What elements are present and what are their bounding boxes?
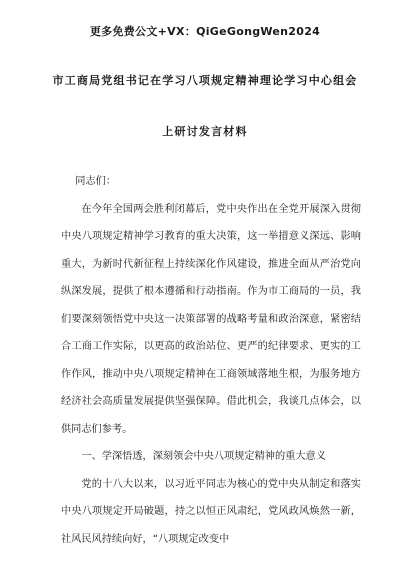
document-body xyxy=(61,168,361,553)
paragraph-section-1: 党的十八大以来，以习近平同志为核心的党中央从制定和落实中央八项规定开局破题，持之以恒正风肃纪，党风政风焕然一新，社风民风持续向好，“八项规定改变中 xyxy=(61,478,361,545)
greeting: 同志们： xyxy=(75,176,117,187)
paragraph-intro: 在今年全国两会胜利闭幕后，党中央作出在全党开展深入贯彻中央八项规定精神学习教育的重大决策，这一举措意义深远、影响重大，为新时代新征程上持续深化作风建设，推进全面从严治党向纵深发展，提供了根本遵循和行动指南。作为市工商局的一员，我们要深刻领悟党中央这一决策部署的战略考量和政治深意，紧密结合工商工作实际，以更高的政治站位、更严的纪律要求、更实的工作作风，推动中央八项规定精神在工商领域落地生根，为服务地方经济社会高质量发展提供坚强保障。借此机会，我谈几点体会，以供同志们参考。 xyxy=(61,203,361,435)
document-title-line2: 上研讨发言材料 xyxy=(162,125,248,138)
promo-header: 更多免费公文+VX：QiGeGongWen2024 xyxy=(89,25,321,38)
document-title-line1: 市工商局党组书记在学习八项规定精神理论学习中心组会 xyxy=(52,74,358,87)
section-heading-1: 一、学深悟透，深刻领会中央八项规定精神的重大意义 xyxy=(81,451,326,462)
